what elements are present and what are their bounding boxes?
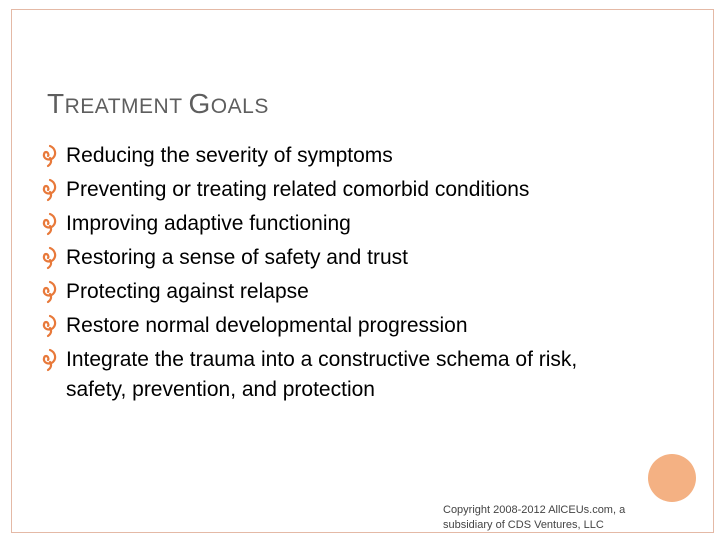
copyright-line-1: Copyright 2008-2012 AllCEUs.com, a <box>443 504 626 516</box>
fleuron-bullet-icon <box>41 178 59 202</box>
fleuron-bullet-icon <box>41 212 59 236</box>
list-item <box>41 173 641 207</box>
copyright-notice <box>443 503 663 533</box>
list-item <box>41 309 641 343</box>
list-item <box>41 207 641 241</box>
title-rest-2: OALS <box>210 95 269 118</box>
slide-title <box>47 84 269 121</box>
list-item <box>41 139 641 173</box>
fleuron-bullet-icon <box>41 246 59 270</box>
fleuron-bullet-icon <box>41 314 59 338</box>
fleuron-bullet-icon <box>41 348 59 372</box>
bullet-text: Preventing or treating related comorbid conditions <box>66 178 530 201</box>
bullet-text: Restore normal developmental progression <box>66 314 468 337</box>
bullet-text: Restoring a sense of safety and trust <box>66 246 409 269</box>
bullet-list <box>41 139 641 405</box>
copyright-line-2: subsidiary of CDS Ventures, LLC <box>443 519 604 531</box>
list-item <box>41 275 641 309</box>
fleuron-bullet-icon <box>41 280 59 304</box>
title-rest-1: REATMENT <box>64 95 189 118</box>
list-item <box>41 343 641 405</box>
list-item <box>41 241 641 275</box>
fleuron-bullet-icon <box>41 144 59 168</box>
title-initial-2: G <box>188 88 211 119</box>
bullet-text: Integrate the trauma into a constructive schema of risk, safety, prevention, and protection <box>66 348 578 401</box>
bullet-text: Improving adaptive functioning <box>66 212 351 235</box>
title-initial-1: T <box>47 88 65 119</box>
decorative-circle <box>648 454 696 502</box>
bullet-text: Protecting against relapse <box>66 280 309 303</box>
bullet-text: Reducing the severity of symptoms <box>66 144 393 167</box>
